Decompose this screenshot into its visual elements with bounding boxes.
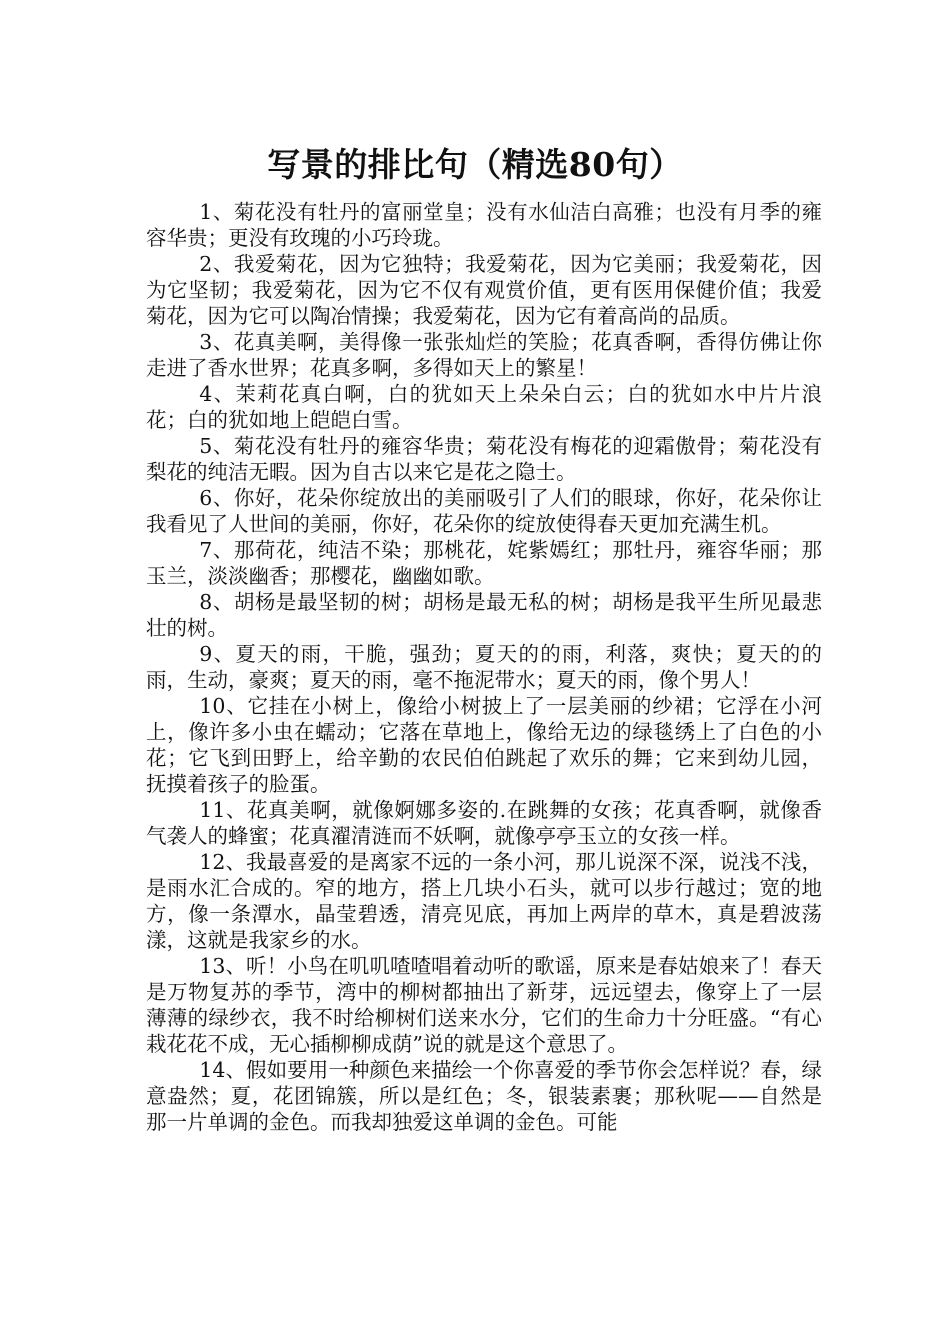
paragraph-9: 9、夏天的雨，干脆，强劲；夏天的的雨，利落，爽快；夏天的的雨，生动，豪爽；夏天的雨，毫不拖泥带水；夏天的雨，像个男人！ [146, 642, 822, 692]
paragraph-12: 12、我最喜爱的是离家不远的一条小河，那儿说深不深，说浅不浅，是雨水汇合成的。窄的地方，搭上几块小石头，就可以步行越过；宽的地方，像一条潭水，晶莹碧透，清亮见底，再加上两岸的草木，真是碧波荡漾，这就是我家乡的水。 [146, 850, 822, 952]
paragraph-11: 11、花真美啊，就像婀娜多姿的.在跳舞的女孩；花真香啊，就像香气袭人的蜂蜜；花真濯清涟而不妖啊，就像亭亭玉立的女孩一样。 [146, 798, 822, 848]
paragraph-14: 14、假如要用一种颜色来描绘一个你喜爱的季节你会怎样说？春，绿意盎然；夏，花团锦簇，所以是红色；冬，银装素裹；那秋呢——自然是那一片单调的金色。而我却独爱这单调的金色。可能 [146, 1058, 822, 1134]
document-body [146, 199, 822, 1135]
document-title: 写景的排比句（精选80句） [267, 145, 683, 185]
paragraph-13: 13、听！小鸟在叽叽喳喳唱着动听的歌谣，原来是春姑娘来了！春天是万物复苏的季节，湾中的柳树都抽出了新芽，远远望去，像穿上了一层薄薄的绿纱衣，我不时给柳树们送来水分，它们的生命力十分旺盛。“有心栽花花不成，无心插柳柳成荫”说的就是这个意思了。 [146, 954, 822, 1056]
paragraph-4: 4、茉莉花真白啊，白的犹如天上朵朵白云；白的犹如水中片片浪花；白的犹如地上皑皑白雪。 [146, 382, 822, 432]
paragraph-6: 6、你好，花朵你绽放出的美丽吸引了人们的眼球，你好，花朵你让我看见了人世间的美丽，你好，花朵你的绽放使得春天更加充满生机。 [146, 486, 822, 536]
paragraph-3: 3、花真美啊，美得像一张张灿烂的笑脸；花真香啊，香得仿佛让你走进了香水世界；花真多啊，多得如天上的繁星！ [146, 330, 822, 380]
paragraph-7: 7、那荷花，纯洁不染；那桃花，姹紫嫣红；那牡丹，雍容华丽；那玉兰，淡淡幽香；那樱花，幽幽如歌。 [146, 538, 822, 588]
paragraph-8: 8、胡杨是最坚韧的树；胡杨是最无私的树；胡杨是我平生所见最悲壮的树。 [146, 590, 822, 640]
paragraph-10: 10、它挂在小树上，像给小树披上了一层美丽的纱裙；它浮在小河上，像许多小虫在蠕动；它落在草地上，像给无边的绿毯绣上了白色的小花；它飞到田野上，给辛勤的农民伯伯跳起了欢乐的舞；它来到幼儿园，抚摸着孩子的脸蛋。 [146, 694, 822, 796]
paragraph-1: 1、菊花没有牡丹的富丽堂皇；没有水仙洁白高雅；也没有月季的雍容华贵；更没有玫瑰的小巧玲珑。 [146, 200, 822, 250]
paragraph-5: 5、菊花没有牡丹的雍容华贵；菊花没有梅花的迎霜傲骨；菊花没有梨花的纯洁无暇。因为自古以来它是花之隐士。 [146, 434, 822, 484]
paragraph-2: 2、我爱菊花，因为它独特；我爱菊花，因为它美丽；我爱菊花，因为它坚韧；我爱菊花，因为它不仅有观赏价值，更有医用保健价值；我爱菊花，因为它可以陶冶情操；我爱菊花，因为它有着高尚的品质。 [146, 252, 822, 328]
